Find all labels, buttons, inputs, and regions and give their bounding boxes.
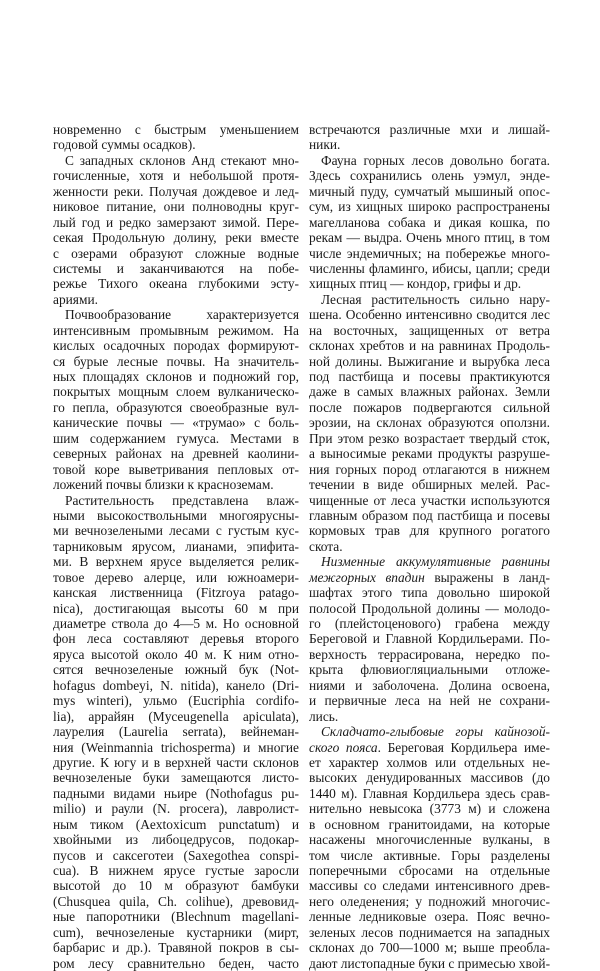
text-line: женности реки. Получая дождевое и лед-	[53, 183, 299, 199]
text-segment: насажены многочисленные вулканы, в	[309, 832, 550, 848]
text-line	[309, 261, 550, 276]
text-line	[309, 168, 550, 183]
text-line: cua). В нижнем ярусе густые заросли	[53, 863, 299, 878]
text-line	[309, 755, 550, 770]
text-line: пусов и саксеготеи (Saxegothea conspi-	[53, 847, 299, 863]
text-line: lia), аррайян (Myceugenella apiculata),	[53, 708, 299, 724]
text-line	[309, 570, 550, 585]
text-segment: нительно невысока (3773 м) и сложена	[309, 801, 550, 817]
text-line	[309, 770, 550, 785]
text-line: диаметре ствола до 4—5 м. Но основной	[53, 616, 299, 631]
text-line	[309, 647, 550, 662]
text-line: ариями.	[53, 291, 98, 307]
text-segment: ной долины. Выжигание и вырубка леса	[309, 353, 550, 369]
text-line	[309, 678, 550, 693]
text-segment: ет характер холмов или отдельных не-	[309, 754, 550, 770]
text-line: лаурелия (Laurelia serrata), вейнеман-	[53, 724, 299, 740]
text-line	[309, 276, 550, 291]
text-line: тарниковым ярусом, лианами, эпифита-	[53, 538, 299, 554]
text-line	[309, 508, 550, 523]
text-column-left	[53, 122, 299, 971]
text-line: Почвообразование характеризуется	[65, 307, 299, 323]
text-line: годовой суммы осадков).	[53, 137, 196, 153]
text-line	[309, 940, 550, 955]
text-line: с озерами образуют сложные водные	[53, 245, 299, 261]
text-segment: скота.	[309, 538, 343, 554]
emphasized-text: Складчато-глыбовые горы кайнозой-	[321, 724, 550, 740]
text-line: другие. К югу и в верхней части склонов	[53, 754, 299, 770]
text-line: покрытых мощным слоем вулканическо-	[53, 384, 299, 400]
text-segment: а выносимые реками продукты разруше-	[309, 446, 550, 462]
text-segment: зеленых лесов поднимается на западных	[309, 924, 550, 940]
text-line	[309, 585, 550, 600]
text-line	[309, 863, 550, 878]
text-line: nica), достигающая высоты 60 м при	[53, 600, 299, 616]
text-segment: ленные ледниковые озера. Пояс вечно-	[309, 909, 550, 925]
text-line	[309, 292, 550, 307]
text-line: milio) и раули (N. procera), лавролист-	[53, 801, 299, 817]
text-line	[309, 724, 550, 739]
text-line: северных районах на древней каолини-	[53, 446, 299, 462]
text-segment: кормовых трав для крупного рогатого	[309, 523, 550, 539]
text-line: (Chusquea quila, Ch. colihue), древовид-	[53, 893, 299, 909]
text-segment: лись.	[309, 708, 339, 724]
text-line	[309, 848, 550, 863]
text-segment: него оледенения; у подножий многочис-	[309, 893, 550, 909]
text-line: барбарис и др.). Травяной покров в сы-	[53, 940, 299, 956]
text-segment: дают листопадные буки с примесью хвой-	[309, 955, 551, 971]
text-line: фон леса составляют деревья второго	[53, 631, 299, 647]
text-line: сятся вечнозеленые южный бук (Not-	[53, 662, 299, 678]
text-segment: склонах хребтов и на равнинах Продоль-	[309, 338, 550, 354]
text-line	[309, 215, 550, 230]
text-line: товое дерево алерце, или южноамери-	[53, 569, 299, 585]
text-segment: шафтах этого типа довольно широкой	[309, 585, 550, 601]
text-segment: сум, из хищных широко распространены	[309, 199, 550, 215]
text-segment: даже в самых влажных районах. Земли	[309, 384, 550, 400]
text-segment: . Береговая Кордильера име-	[377, 739, 551, 755]
text-segment: полосой Продольной долины — молодо-	[309, 600, 550, 616]
text-segment: числе эндемичных; на побережье много-	[309, 245, 550, 261]
text-segment: в основном гранитоидами, на которые	[309, 816, 550, 832]
text-line	[309, 693, 550, 708]
text-line	[309, 493, 550, 508]
text-line: ных площадях склонов и подножий гор,	[53, 369, 299, 384]
text-segment: массивы со следами интенсивного древ-	[309, 878, 550, 894]
text-line: cum), вечнозеленые кустарники (мирт,	[53, 924, 299, 940]
text-segment: При этом резко возрастает твердый сток,	[309, 430, 550, 446]
text-line: ся бурые лесные почвы. На значитель-	[53, 353, 299, 369]
text-line	[309, 631, 550, 646]
text-line	[309, 956, 550, 971]
text-line	[309, 740, 550, 755]
text-line	[309, 894, 550, 909]
text-segment: после пожаров подвергаются сильной	[309, 399, 550, 415]
text-segment: эрозии, на склонах образуются оползни.	[309, 415, 550, 431]
text-segment: крыта флювиогляциальными отложе-	[309, 662, 550, 678]
text-line	[309, 230, 550, 245]
text-line	[309, 354, 550, 369]
text-segment: встречаются различные мхи и лишай-	[309, 122, 550, 137]
emphasized-text: Низменные аккумулятивные равнины	[321, 554, 550, 570]
text-line	[309, 662, 550, 677]
text-line	[309, 925, 550, 940]
text-segment: под пастбища и посевы практикуются	[309, 369, 550, 384]
text-segment: магелланова собака и дикая кошка, по	[309, 214, 550, 230]
text-line	[309, 369, 550, 384]
text-line: шим содержанием гумуса. Местами в	[53, 430, 299, 446]
text-line: лый год и редко замерзают зимой. Пере-	[53, 214, 299, 230]
text-line	[309, 199, 550, 214]
text-line	[309, 323, 550, 338]
text-line: С западных склонов Анд стекают мно-	[65, 152, 299, 168]
text-segment: мичный пуду, сумчатый мышиный опос-	[309, 183, 550, 199]
text-line: канические почвы — «трумао» с боль-	[53, 415, 299, 431]
text-line: системы и заканчиваются на побе-	[53, 260, 299, 276]
text-line	[309, 137, 550, 152]
text-line: mys winteri), ульмо (Eucriphia cordifo-	[53, 693, 299, 709]
text-line: Растительность представлена влаж-	[65, 492, 299, 508]
text-segment: ния горных пород отлагаются в нижнем	[309, 461, 550, 477]
text-line: высотой до 10 м образуют бамбуки	[53, 878, 299, 894]
text-line	[309, 878, 550, 893]
text-line: ным тиком (Aextoxicum punctatum) и	[53, 816, 299, 832]
text-line: секая Продольную долину, реки вместе	[53, 230, 299, 246]
text-segment: выражены в ланд-	[424, 569, 550, 585]
text-line: ные папоротники (Blechnum magellani-	[53, 909, 299, 925]
text-line	[309, 786, 550, 801]
text-line	[309, 616, 550, 631]
text-segment: том числе активные. Горы разделены	[309, 847, 550, 863]
text-line	[309, 462, 550, 477]
text-segment: рекам — выдра. Очень много птиц, в том	[309, 230, 550, 246]
text-line	[309, 446, 550, 461]
text-line: ром лесу сравнительно беден, часто	[53, 955, 299, 971]
text-segment: верхность террасирована, нередко по-	[309, 646, 550, 662]
text-segment: Береговой и Главной Кордильерами. По-	[309, 631, 550, 647]
text-segment: поперечными сбросами на отдельные	[309, 863, 550, 878]
text-segment: 1440 м). Главная Кордильера здесь срав-	[309, 785, 550, 801]
text-line: яруса высотой около 40 м. К ним отно-	[53, 646, 299, 662]
text-segment: хищных птиц — кондор, грифы и др.	[309, 276, 522, 292]
text-segment: численны фламинго, ибисы, цапли; среди	[309, 260, 550, 276]
text-line: канская лиственница (Fitzroya patago-	[53, 585, 299, 601]
text-segment: ниями и заболочена. Долина освоена,	[309, 677, 550, 693]
text-line: ложений почвы близки к красноземам.	[53, 477, 274, 493]
text-segment: главным образом под пастбища и посевы	[309, 507, 550, 523]
text-line: режье Тихого океана глубокими эсту-	[53, 276, 299, 292]
emphasized-text: межгорных впадин	[309, 569, 425, 585]
text-line: товой коре выветривания пепловых от-	[53, 461, 299, 477]
text-line: гочисленные, хотя и небольшой протя-	[53, 168, 299, 184]
text-line: ми. В верхнем ярусе выделяется релик-	[53, 554, 299, 570]
text-line	[309, 338, 550, 353]
text-segment: склонах до 700—1000 м; выше преобла-	[309, 940, 550, 956]
text-line: кислых осадочных породах формируют-	[53, 338, 299, 354]
text-line: ми вечнозелеными лесами с густым кус-	[53, 523, 299, 539]
text-line	[309, 477, 550, 492]
text-line	[309, 817, 550, 832]
text-line	[309, 554, 550, 569]
text-segment: течении в виде обширных мелей. Рас-	[309, 477, 550, 493]
text-line	[309, 801, 550, 816]
text-segment: на восточных, защищенных от ветра	[309, 322, 550, 338]
text-line	[309, 153, 550, 168]
text-segment: чищенные от леса участки используются	[309, 492, 550, 508]
text-line	[309, 246, 550, 261]
text-line	[309, 601, 550, 616]
text-line	[309, 909, 550, 924]
text-segment: ники.	[309, 137, 341, 153]
text-line: hofagus dombeyi, N. nitida), канело (Dri-	[53, 677, 299, 693]
text-line	[309, 415, 550, 430]
text-line	[309, 307, 550, 322]
text-line: новременно с быстрым уменьшением	[53, 122, 299, 137]
text-line	[309, 400, 550, 415]
text-line: падными видами ньире (Nothofagus pu-	[53, 785, 299, 801]
text-segment: Здесь сохранились олень уэмул, энде-	[309, 168, 550, 184]
text-line	[309, 523, 550, 538]
text-line	[309, 539, 550, 554]
text-line	[309, 431, 550, 446]
emphasized-text: ского пояса	[309, 739, 378, 755]
text-line	[309, 384, 550, 399]
text-line: ными высокоствольными многоярусны-	[53, 507, 299, 523]
text-segment: Фауна горных лесов довольно богата.	[321, 152, 550, 168]
text-line	[309, 709, 550, 724]
text-segment: шена. Особенно интенсивно сводится лес	[309, 307, 550, 323]
text-line: хвойными из либоцедрусов, подокар-	[53, 832, 299, 848]
text-segment: го (плейстоценового) грабена между	[309, 616, 550, 631]
text-line	[309, 832, 550, 847]
text-column-right	[309, 122, 550, 971]
text-line: вечнозеленые буки замещаются листо-	[53, 770, 299, 786]
text-line: интенсивным промывным режимом. На	[53, 322, 299, 338]
text-line	[309, 184, 550, 199]
text-segment: и первичные леса на ней не сохрани-	[309, 693, 550, 709]
text-segment: высоких денудированных массивов (до	[309, 770, 550, 786]
text-line: го пепла, образуются своеобразные вул-	[53, 399, 299, 415]
text-line: ния (Weinmannia trichosperma) и многие	[53, 739, 299, 755]
text-segment: Лесная растительность сильно нару-	[321, 291, 550, 307]
text-line: никовое питание, они полноводны круг-	[53, 199, 299, 215]
text-line	[309, 122, 550, 137]
